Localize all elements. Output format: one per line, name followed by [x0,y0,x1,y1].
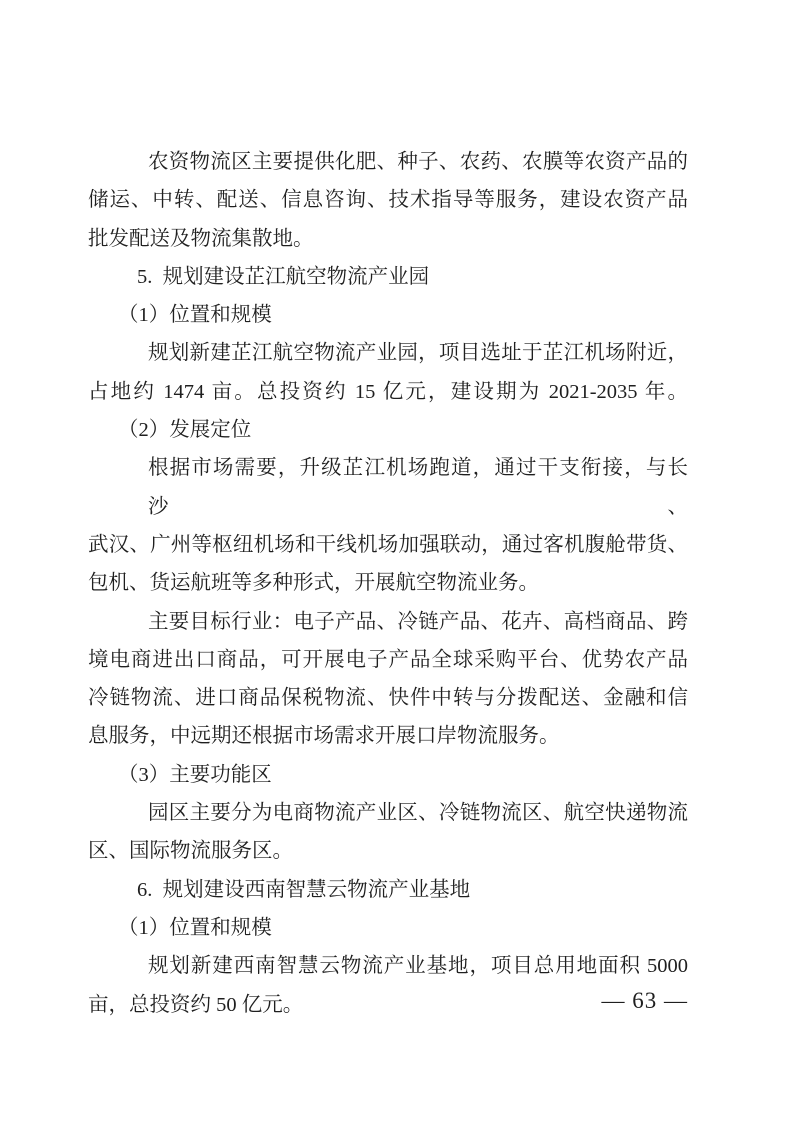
text-line: 境电商进出口商品，可开展电子产品全球采购平台、优势农产品 [88,648,688,671]
page-number: — 63 — [601,988,688,1013]
section-6-heading: 6. 规划建设西南智慧云物流产业基地 [137,878,471,901]
text-line: 亩，总投资约 50 亿元。 [88,993,304,1016]
text-line: 息服务，中远期还根据市场需求开展口岸物流服务。 [88,725,560,748]
subsection-2-heading: （2）发展定位 [118,419,252,442]
text-line: 规划新建西南智慧云物流产业基地，项目总用地面积 5000 [148,955,688,978]
document-body [88,143,688,1024]
text-line: 主要目标行业：电子产品、冷链产品、花卉、高档商品、跨 [148,610,688,633]
text-line: 农资物流区主要提供化肥、种子、农药、农膜等农资产品的 [148,151,688,173]
text-line: 园区主要分为电商物流产业区、冷链物流区、航空快递物流 [148,802,688,825]
text-line: 区、国际物流服务区。 [88,840,293,863]
subsection-1-heading: （1）位置和规模 [118,916,272,939]
text-line: 规划新建芷江航空物流产业园，项目选址于芷江机场附近， [148,342,688,365]
text-line: 批发配送及物流集散地。 [88,227,314,250]
text-line: 根据市场需要，升级芷江机场跑道，通过干支衔接，与长沙、 [148,457,688,518]
text-line: 占地约 1474 亩。总投资约 15 亿元，建设期为 2021-2035 年。 [88,380,688,403]
subsection-3-heading: （3）主要功能区 [118,763,272,786]
text-line: 武汉、广州等枢纽机场和干线机场加强联动，通过客机腹舱带货、 [88,533,688,556]
subsection-1-heading: （1）位置和规模 [118,304,272,327]
section-5-heading: 5. 规划建设芷江航空物流产业园 [137,265,430,288]
text-line: 冷链物流、进口商品保税物流、快件中转与分拨配送、金融和信 [88,687,688,710]
text-line: 包机、货运航班等多种形式，开展航空物流业务。 [88,572,539,595]
text-line: 储运、中转、配送、信息咨询、技术指导等服务，建设农资产品 [88,189,688,212]
